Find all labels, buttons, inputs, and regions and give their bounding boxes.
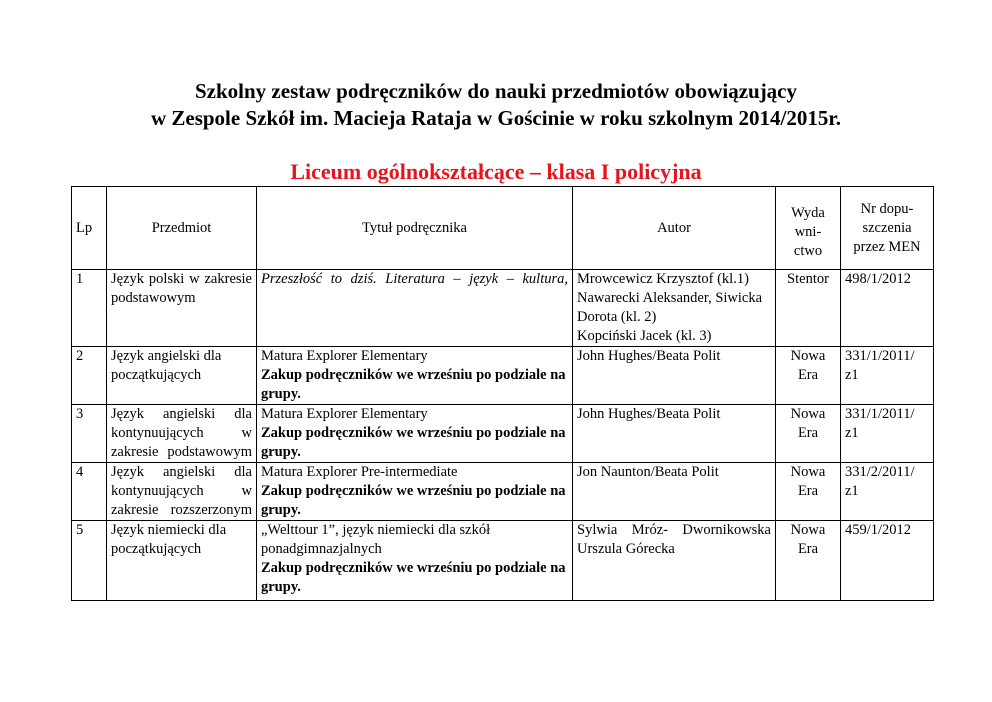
author-line: Kopciński Jacek (kl. 3) [577, 328, 712, 344]
table-row [72, 347, 934, 405]
header-author: Autor [573, 187, 776, 270]
cell-lp: 4 [72, 463, 107, 521]
cell-subject [107, 405, 257, 463]
author-line: Mrowcewicz Krzysztof (kl.1) [577, 271, 749, 287]
cell-subject [107, 463, 257, 521]
document-subtitle: Liceum ogólnokształcące – klasa I policyjna [290, 159, 702, 184]
cell-author [573, 463, 776, 521]
cell-title [257, 463, 573, 521]
title-text: Matura Explorer Elementary [261, 406, 428, 422]
cell-publisher: Nowa Era [776, 463, 841, 521]
cell-men-number: 331/2/2011/ z1 [841, 463, 934, 521]
table-header-row [72, 187, 934, 270]
purchase-note: Zakup podręczników we wrześniu po podziale na grupy. [261, 483, 566, 518]
cell-subject [107, 270, 257, 347]
header-men-number: Nr dopu- szczenia przez MEN [841, 187, 934, 270]
cell-men-number: 498/1/2012 [841, 270, 934, 347]
purchase-note: Zakup podręczników we wrześniu po podziale na grupy. [261, 367, 566, 402]
cell-author [573, 270, 776, 347]
cell-title [257, 347, 573, 405]
author-line: Sylwia Mróz- Dwornikowska [577, 522, 771, 538]
cell-author [573, 347, 776, 405]
textbook-table [71, 186, 934, 601]
cell-men-number: 331/1/2011/ z1 [841, 347, 934, 405]
cell-publisher: Nowa Era [776, 405, 841, 463]
cell-author [573, 521, 776, 601]
author-line: Nawarecki Aleksander, Siwicka Dorota (kl. 2) [577, 290, 763, 325]
header-publisher: Wyda wni- ctwo [776, 187, 841, 270]
author-line: Urszula Górecka [577, 541, 675, 557]
author-line: John Hughes/Beata Polit [577, 406, 721, 422]
subject-text: Język angielski dla kontynuujących w zakresie rozszerzonym [111, 464, 252, 518]
cell-lp: 3 [72, 405, 107, 463]
subject-text: Język polski w zakresie podstawowym [111, 271, 252, 306]
title-text: Matura Explorer Elementary [261, 348, 428, 364]
cell-author [573, 405, 776, 463]
table-row [72, 270, 934, 347]
table-row [72, 463, 934, 521]
document-title-line-1: Szkolny zestaw podręczników do nauki przedmiotów obowiązujący [194, 79, 798, 103]
cell-subject: Język angielski dla początkujących [107, 347, 257, 405]
document-title-line-2: w Zespole Szkół im. Macieja Rataja w Gościnie w roku szkolnym 2014/2015r. [150, 106, 842, 130]
title-text: „Welttour 1”, język niemiecki dla szkół ponadgimnazjalnych [261, 522, 491, 557]
cell-lp: 5 [72, 521, 107, 601]
cell-publisher: Nowa Era [776, 347, 841, 405]
cell-title [257, 270, 573, 347]
purchase-note: Zakup podręczników we wrześniu po podziale na grupy. [261, 425, 566, 460]
author-line: John Hughes/Beata Polit [577, 348, 721, 364]
title-text: Matura Explorer Pre-intermediate [261, 464, 458, 480]
header-subject: Przedmiot [107, 187, 257, 270]
cell-publisher: Stentor [776, 270, 841, 347]
title-text: Przeszłość to dziś. Literatura – język – kultura, [261, 271, 568, 287]
cell-lp: 2 [72, 347, 107, 405]
cell-subject: Język niemiecki dla początkujących [107, 521, 257, 601]
table-row [72, 521, 934, 601]
header-lp: Lp [72, 187, 107, 270]
subject-text: Język angielski dla kontynuujących w zakresie podstawowym [111, 406, 252, 460]
cell-lp: 1 [72, 270, 107, 347]
cell-title [257, 521, 573, 601]
cell-title [257, 405, 573, 463]
table-row [72, 405, 934, 463]
cell-men-number: 331/1/2011/ z1 [841, 405, 934, 463]
purchase-note: Zakup podręczników we wrześniu po podziale na grupy. [261, 560, 566, 595]
header-title: Tytuł podręcznika [257, 187, 573, 270]
cell-publisher: Nowa Era [776, 521, 841, 601]
author-line: Jon Naunton/Beata Polit [577, 464, 719, 480]
cell-men-number: 459/1/2012 [841, 521, 934, 601]
